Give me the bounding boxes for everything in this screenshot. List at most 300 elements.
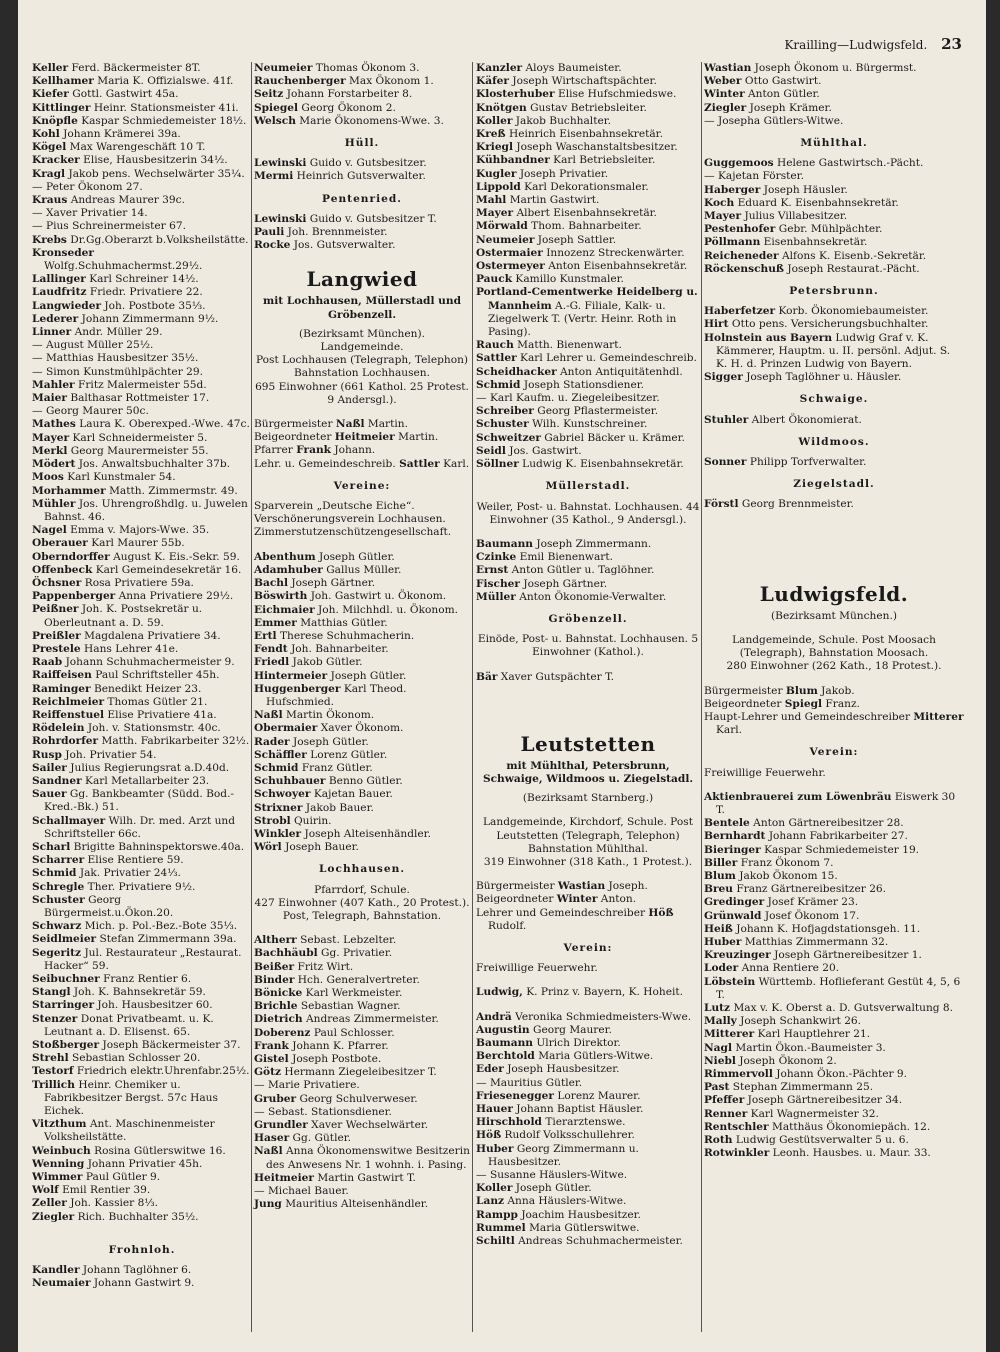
directory-entry <box>476 168 700 181</box>
entry-details: Magdalena Privatiere 34. <box>84 629 221 642</box>
entry-details: Joseph Zimmermann. <box>536 537 652 550</box>
entry-surname: Seibuchner <box>32 973 100 986</box>
entry-surname: Abenthum <box>254 550 316 563</box>
directory-entry <box>476 1050 700 1063</box>
entry-details: Anna Häuslers-Witwe. <box>507 1195 627 1208</box>
entry-surname: Winkler <box>254 827 302 840</box>
spacer <box>476 975 700 986</box>
entry-details: Heinr. Stationsmeister 41i. <box>93 101 239 114</box>
directory-entry <box>254 444 470 457</box>
entry-details: Joseph Gütler. <box>293 735 369 748</box>
entry-official-rest: Joseph. <box>605 880 648 893</box>
entry-details: Ant. Maschinenmeister Volksheilstätte. <box>44 1118 215 1144</box>
directory-entry <box>254 630 470 643</box>
directory-entry <box>32 485 252 498</box>
entry-surname: Sauer <box>32 788 67 801</box>
spacer <box>704 523 964 534</box>
entry-details: Kamillo Kunstmaler. <box>515 273 624 286</box>
entry-details: Thomas Gütler 21. <box>107 695 208 708</box>
entry-surname: Schwoyer <box>254 788 311 801</box>
directory-entry <box>476 538 700 551</box>
place-title: Leutstetten <box>520 731 656 756</box>
entry-details: Maria Gütlerswitwe. <box>529 1221 640 1234</box>
directory-entry <box>476 1011 700 1024</box>
entry-surname: Bentele <box>704 817 750 830</box>
entry-surname: Ziegler <box>32 1210 75 1223</box>
entry-details: Franz Gütler. <box>301 761 373 774</box>
directory-entry <box>32 366 252 379</box>
directory-entry <box>704 371 964 384</box>
directory-entry <box>32 841 252 854</box>
entry-surname: Löbstein <box>704 975 756 988</box>
directory-entry <box>254 683 470 709</box>
spacer <box>254 407 470 418</box>
entry-surname: Kellhamer <box>32 75 94 88</box>
entry-surname: Gruber <box>254 1092 297 1105</box>
entry-details: Joh. Bahnarbeiter. <box>291 643 389 656</box>
entry-official-name: Höß <box>648 906 674 919</box>
entry-surname: Weber <box>704 75 742 88</box>
directory-entry <box>32 537 252 550</box>
directory-entry <box>254 788 470 801</box>
entry-surname: Rader <box>254 735 290 748</box>
entry-surname: Eichmaier <box>254 603 315 616</box>
section-heading: Mühlthal. <box>800 137 868 150</box>
entry-details: Thomas Ökonom 3. <box>315 62 420 74</box>
entry-surname: Sonner <box>704 456 747 469</box>
directory-entry <box>476 1182 700 1195</box>
entry-details: Anton Gütler u. Taglöhner. <box>511 564 655 577</box>
entry-surname: Böswirth <box>254 590 308 603</box>
column-2 <box>254 62 470 1211</box>
directory-entry <box>704 88 964 101</box>
entry-details: Jos. Gutsverwalter. <box>293 239 396 252</box>
entry-surname: Vitzthum <box>32 1118 87 1131</box>
entry-details: Gabriel Bäcker u. Krämer. <box>544 431 685 444</box>
directory-entry <box>32 234 252 247</box>
entry-details: Matth. Bienenwart. <box>517 339 622 352</box>
spacer <box>254 923 470 934</box>
entry-details: Gg. Gütler. <box>292 1132 351 1145</box>
entry-details: Lehr. u. Gemeindeschreib. <box>254 457 400 470</box>
place-info: Landgemeinde, Schule. Post Moosach (Telegraph), Bahnstation Moosach. <box>732 633 936 660</box>
entry-surname: Wastian <box>704 62 752 74</box>
directory-entry <box>254 841 470 854</box>
directory-entry <box>32 669 252 682</box>
directory-entry <box>254 749 470 762</box>
entry-surname: Neumaier <box>32 1277 91 1290</box>
directory-entry <box>254 1079 470 1092</box>
directory-entry <box>254 961 470 974</box>
entry-details: Joseph Stationsdiener. <box>523 378 645 391</box>
entry-surname: Raminger <box>32 682 91 695</box>
column-4 <box>704 62 964 1160</box>
directory-entry <box>704 305 964 318</box>
entry-details: Matthias Zimmermann 32. <box>744 935 889 948</box>
entry-surname: Friedl <box>254 656 290 669</box>
entry-surname: Moos <box>32 471 64 484</box>
directory-entry <box>704 883 964 896</box>
entry-surname: Rimmervoll <box>704 1067 773 1080</box>
directory-entry <box>476 893 700 906</box>
entry-official-name: Naßl <box>335 418 365 431</box>
entry-details: Johann Zimmermann 9½. <box>81 312 219 325</box>
entry-details: Beigeordneter <box>704 697 785 710</box>
directory-entry <box>704 817 964 830</box>
entry-surname: Mitterer <box>704 1028 755 1041</box>
entry-details: Karl Dekorationsmaler. <box>524 180 649 193</box>
entry-details: Johann Fabrikarbeiter 27. <box>768 830 908 843</box>
directory-entry <box>32 524 252 537</box>
entry-surname: Kittlinger <box>32 101 91 114</box>
entry-surname: Müller <box>476 590 516 603</box>
directory-entry <box>476 591 700 604</box>
directory-entry <box>476 194 700 207</box>
directory-entry <box>476 1077 700 1090</box>
entry-official-name: Frank <box>296 444 332 457</box>
entry-details: — August Müller 25½. <box>32 339 154 352</box>
entry-details: Gustav Betriebsleiter. <box>530 101 647 114</box>
entry-details: Bürgermeister <box>704 684 786 697</box>
entry-official-rest: Martin. <box>394 431 439 444</box>
entry-surname: Bachhäubl <box>254 947 318 960</box>
entry-surname: Reiffenstuel <box>32 708 105 721</box>
entry-surname: Rocke <box>254 239 291 252</box>
entry-surname: Schiltl <box>476 1235 515 1248</box>
entry-surname: Lallinger <box>32 273 86 286</box>
directory-entry <box>476 62 700 75</box>
entry-details: Georg Maurer. <box>533 1023 612 1036</box>
entry-details: Albert Ökonomierat. <box>751 413 862 426</box>
entry-surname: Knöpfle <box>32 114 78 127</box>
entry-surname: Czinke <box>476 551 517 564</box>
entry-surname: Pöllmann <box>704 236 761 249</box>
entry-surname: Mathes <box>32 418 76 431</box>
directory-entry <box>476 671 700 684</box>
entry-surname: Rauch <box>476 339 514 352</box>
entry-details: Jul. Restaurateur „Restaurat. Hacker“ 59. <box>44 946 242 972</box>
section-heading: Müllerstadl. <box>545 480 631 493</box>
entry-surname: Rusp <box>32 748 62 761</box>
directory-entry <box>32 564 252 577</box>
entry-details: Beigeordneter <box>476 893 557 906</box>
directory-entry <box>476 1090 700 1103</box>
entry-details: Aloys Baumeister. <box>525 62 622 74</box>
directory-entry <box>32 326 252 339</box>
directory-entry <box>32 75 252 88</box>
entry-surname: Langwieder <box>32 299 102 312</box>
directory-entry <box>254 564 470 577</box>
directory-entry <box>32 1065 252 1078</box>
entry-details: — Matthias Hausbesitzer 35½. <box>32 352 199 365</box>
entry-details: Gg. Privatier. <box>321 947 393 960</box>
entry-details: Johann Taglöhner 6. <box>82 1264 192 1277</box>
entry-surname: Maier <box>32 392 67 405</box>
directory-entry <box>254 1198 470 1211</box>
page-title: Krailling—Ludwigsfeld. <box>784 38 928 52</box>
entry-details: Rosina Gütlerswitwe 16. <box>94 1144 226 1157</box>
entry-surname: Adamhuber <box>254 563 323 576</box>
entry-official-rest: Jakob. <box>817 684 855 697</box>
entry-details: Georg Maurermeister 55. <box>70 444 209 457</box>
directory-entry <box>32 881 252 894</box>
entry-surname: Beißer <box>254 960 295 973</box>
directory-entry <box>32 181 252 194</box>
column-divider <box>472 62 473 1332</box>
entry-surname: Bieringer <box>704 843 761 856</box>
entry-surname: Mödert <box>32 458 76 471</box>
directory-entry <box>476 458 700 471</box>
entry-surname: Wörl <box>254 841 282 854</box>
directory-entry <box>254 170 470 183</box>
directory-entry <box>32 590 252 603</box>
entry-surname: Bär <box>476 670 498 683</box>
entry-surname: Schallmayer <box>32 814 106 827</box>
directory-entry <box>254 75 470 88</box>
place-info: 695 Einwohner (661 Kathol. 25 Protest. 9 Andersgl.). <box>255 380 469 406</box>
entry-surname: Starringer <box>32 999 95 1012</box>
entry-details: Balthasar Rottmeister 17. <box>70 392 210 405</box>
entry-details: Franz Gärtnereibesitzer 26. <box>736 883 887 896</box>
entry-details: Anna Rentiere 20. <box>741 962 840 975</box>
spacer <box>476 869 700 880</box>
directory-entry <box>32 154 252 167</box>
directory-entry <box>704 197 964 210</box>
entry-details: Martin Gastwirt T. <box>317 1171 416 1184</box>
entry-details: Paul Schlosser. <box>313 1026 395 1039</box>
entry-official-name: Winter <box>556 893 598 906</box>
entry-surname: Nagel <box>32 524 67 537</box>
directory-entry <box>32 392 252 405</box>
directory-entry <box>32 696 252 709</box>
directory-entry <box>254 643 470 656</box>
entry-details: Alfons K. Eisenb.-Sekretär. <box>782 249 927 262</box>
entry-surname: Haberger <box>704 183 761 196</box>
directory-entry <box>32 168 252 181</box>
entry-details: Kaspar Schmiedemeister 18½. <box>81 114 247 127</box>
entry-surname: Kugler <box>476 167 517 180</box>
entry-surname: Krebs <box>32 233 67 246</box>
directory-entry <box>476 1222 700 1235</box>
entry-surname: Grünwald <box>704 909 762 922</box>
entry-details: Jakob Gütler. <box>292 656 363 669</box>
entry-surname: Brichle <box>254 1000 298 1013</box>
entry-details: Anton Antiquitätenhdl. <box>560 365 683 378</box>
directory-entry <box>32 854 252 867</box>
directory-entry <box>254 736 470 749</box>
directory-entry <box>32 986 252 999</box>
entry-details: Zimmerstutzenschützengesellschaft. <box>254 526 452 539</box>
entry-official-name: Spiegl <box>784 697 823 710</box>
directory-entry <box>704 1042 964 1055</box>
entry-surname: Seidl <box>476 444 506 457</box>
place-info: 319 Einwohner (318 Kath., 1 Protest.). <box>483 855 693 868</box>
entry-surname: Wolf <box>32 1184 59 1197</box>
directory-entry <box>254 987 470 1000</box>
directory-entry <box>32 867 252 880</box>
entry-details: Jos. Gastwirt. <box>509 444 582 457</box>
entry-details: Heinrich Eisenbahnsekretär. <box>508 128 663 141</box>
entry-details: Hch. Generalvertreter. <box>297 973 420 986</box>
directory-entry <box>476 1143 700 1169</box>
entry-surname: Rotwinkler <box>704 1147 770 1160</box>
entry-official-rest: Martin. <box>364 418 408 431</box>
place-info: Weiler, Post- u. Bahnstat. Lochhausen. 44 Einwohner (35 Kathol., 9 Andersgl.). <box>476 500 700 526</box>
directory-entry <box>704 923 964 936</box>
section-heading: Hüll. <box>344 137 380 150</box>
directory-entry <box>704 1081 964 1094</box>
spacer <box>476 1000 700 1011</box>
entry-details: Andreas Zimmermeister. <box>305 1013 439 1026</box>
entry-surname: Breu <box>704 883 733 896</box>
directory-entry <box>254 513 470 526</box>
directory-entry <box>704 936 964 949</box>
directory-entry <box>704 1028 964 1041</box>
entry-details: Marie Ökonomens-Wwe. 3. <box>299 114 444 127</box>
entry-details: Haupt-Lehrer und Gemeindeschreiber <box>704 710 914 723</box>
entry-surname: Jung <box>254 1198 282 1211</box>
directory-entry <box>254 62 470 75</box>
entry-details: Joseph Bäckermeister 37. <box>102 1039 241 1052</box>
entry-details: Jos. Anwaltsbuchhalter 37b. <box>78 458 231 471</box>
directory-entry <box>476 432 700 445</box>
entry-details: Joseph Restaurat.-Pächt. <box>787 262 920 275</box>
section-heading: Verein: <box>809 746 859 759</box>
entry-details: August K. Eis.-Sekr. 59. <box>113 550 240 563</box>
entry-details: Johann Forstarbeiter 8. <box>286 88 413 101</box>
entry-surname: Naßl <box>254 709 283 722</box>
entry-surname: Gistel <box>254 1053 289 1065</box>
entry-details: Eisenbahnsekretär. <box>763 236 868 249</box>
entry-surname: Nagl <box>704 1041 732 1054</box>
entry-surname: Fendt <box>254 643 288 656</box>
directory-entry <box>32 683 252 696</box>
spacer <box>32 1224 252 1235</box>
section-heading: Frohnloh. <box>108 1243 176 1256</box>
entry-details: Brigitte Bahninspektorswe.40a. <box>73 840 245 853</box>
entry-details: Johann Baptist Häusler. <box>516 1103 644 1115</box>
entry-details: Quirin. <box>294 814 332 827</box>
directory-entry <box>32 603 252 629</box>
directory-entry <box>704 157 964 170</box>
entry-details: Georg Ökonom 2. <box>301 101 396 114</box>
entry-surname: Koch <box>704 196 735 209</box>
entry-surname: Sigger <box>704 371 743 384</box>
entry-surname: Stangl <box>32 986 71 999</box>
entry-surname: Haberfetzer <box>704 305 776 318</box>
directory-entry <box>476 273 700 286</box>
directory-entry <box>32 775 252 788</box>
directory-entry <box>32 247 252 273</box>
entry-surname: Ostermeyer <box>476 260 545 273</box>
directory-entry <box>32 128 252 141</box>
directory-entry <box>32 405 252 418</box>
directory-entry <box>704 685 964 698</box>
entry-details: Wilh. Kunstschreiner. <box>532 418 648 431</box>
entry-surname: Morhammer <box>32 484 106 497</box>
directory-entry <box>254 590 470 603</box>
directory-entry <box>254 1000 470 1013</box>
entry-official-name: Heitmeier <box>334 431 395 444</box>
directory-entry <box>254 213 470 226</box>
directory-entry <box>704 414 964 427</box>
entry-details: Ther. Privatiere 9½. <box>87 880 196 893</box>
directory-entry <box>704 962 964 975</box>
entry-details: — Marie Privatiere. <box>254 1079 360 1092</box>
entry-details: Therese Schuhmacherin. <box>279 629 415 642</box>
directory-entry <box>254 1093 470 1106</box>
entry-details: Rosa Privatiere 59a. <box>84 576 194 589</box>
directory-entry <box>254 458 470 471</box>
entry-details: Thom. Bahnarbeiter. <box>531 220 642 233</box>
entry-details: A.-G. Filiale, Kalk- u. Ziegelwerk T. (Vertr. Heinr. Roth in Pasing). <box>488 299 677 339</box>
entry-details: Rich. Buchhalter 35½. <box>77 1210 199 1223</box>
directory-entry <box>704 1134 964 1147</box>
entry-details: Joseph Gütler. <box>330 669 407 682</box>
entry-details: — Mauritius Gütler. <box>476 1076 583 1089</box>
entry-surname: Frank <box>254 1039 289 1052</box>
entry-surname: Mahl <box>476 194 507 207</box>
directory-entry <box>254 1106 470 1119</box>
entry-details: Joseph Gärtner. <box>523 577 608 590</box>
entry-surname: Rödelein <box>32 722 85 735</box>
entry-surname: Lippold <box>476 180 521 193</box>
directory-entry <box>704 767 964 780</box>
place-subtitle: mit Lochhausen, Müllerstadl und Gröbenzell. <box>263 295 461 321</box>
entry-details: Joseph Privatier. <box>519 167 609 180</box>
directory-entry <box>32 458 252 471</box>
directory-entry <box>254 947 470 960</box>
entry-surname: Schuhbauer <box>254 775 326 788</box>
entry-surname: Pappenberger <box>32 590 116 603</box>
entry-surname: Knötgen <box>476 101 527 114</box>
entry-details: Emil Bienenwart. <box>519 551 613 564</box>
entry-surname: Lanz <box>476 1195 505 1208</box>
entry-surname: Obermaier <box>254 722 318 735</box>
entry-surname: Käfer <box>476 75 509 88</box>
entry-details: Gallus Müller. <box>326 563 402 576</box>
entry-details: Max v. K. Oberst a. D. Gutsverwaltung 8. <box>733 1001 954 1014</box>
entry-details: Joseph Gärtnereibesitzer 1. <box>774 949 922 962</box>
directory-entry <box>254 722 470 735</box>
directory-entry <box>32 1264 252 1277</box>
entry-surname: Stuhler <box>704 413 749 426</box>
entry-details: Sebastian Schlosser 20. <box>71 1052 201 1065</box>
entry-details: Karl Schreiner 14½. <box>89 273 199 286</box>
directory-entry <box>476 181 700 194</box>
directory-entry <box>704 102 964 115</box>
entry-surname: Bachl <box>254 577 288 590</box>
entry-details: Lehrer und Gemeindeschreiber <box>476 906 649 919</box>
entry-surname: Naßl <box>254 1145 283 1158</box>
entry-details: Lorenz Maurer. <box>557 1089 641 1102</box>
directory-entry <box>704 1121 964 1134</box>
entry-details: Karl Metallarbeiter 23. <box>85 774 210 787</box>
entry-surname: Augustin <box>476 1023 530 1036</box>
directory-entry <box>476 962 700 975</box>
entry-details: Georg Brennmeister. <box>741 498 854 511</box>
entry-details: Philipp Torfverwalter. <box>749 456 867 469</box>
entry-surname: Lutz <box>704 1001 731 1014</box>
entry-surname: Kriegl <box>476 141 513 154</box>
entry-details: Georg Zimmermann u. Hausbesitzer. <box>488 1142 639 1168</box>
entry-details: Heinrich Gutsverwalter. <box>296 170 426 183</box>
entry-details: Karl Lehrer u. Gemeindeschreib. <box>520 352 697 365</box>
entry-details: Fritz Malermeister 55d. <box>78 378 207 391</box>
entry-details: Joseph Sattler. <box>537 233 617 246</box>
entry-details: Xaver Gutspächter T. <box>500 670 614 683</box>
entry-surname: Rohrdorfer <box>32 735 99 748</box>
